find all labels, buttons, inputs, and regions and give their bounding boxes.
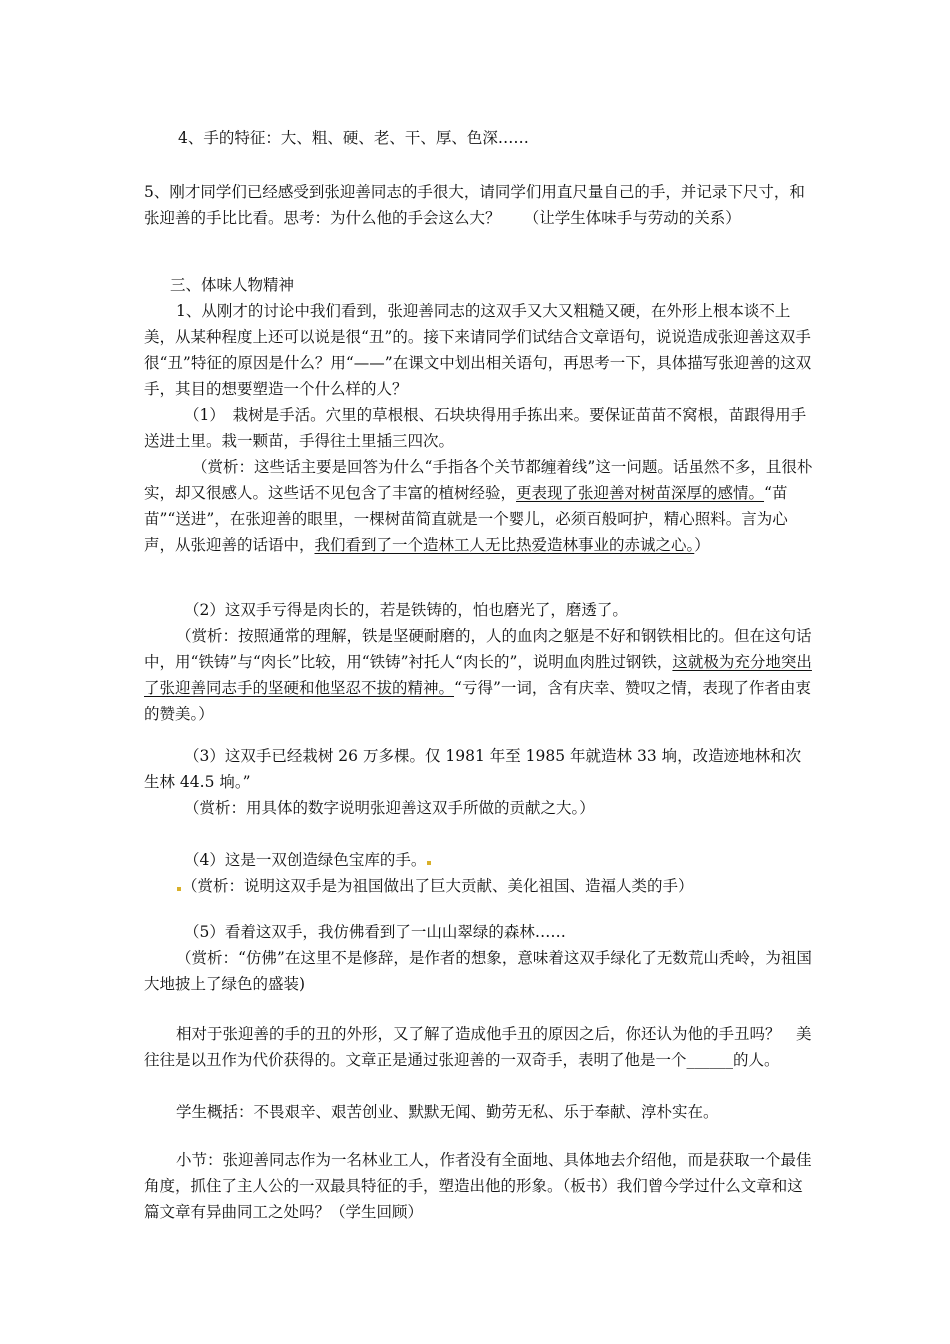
analysis-2	[144, 623, 814, 727]
analysis-2-text-2: “亏得”一词，含有庆幸、赞叹之情，表现了作者由衷的赞美。）	[144, 679, 811, 723]
analysis-2-underline: 这就极为充分地突出了张迎善同志手的坚硬和他坚忍不拔的精神。	[144, 653, 812, 697]
analysis-1-close: ）	[694, 536, 710, 554]
item-4-text: （4）这是一双创造绿色宝库的手。	[184, 851, 427, 869]
analysis-4	[176, 873, 846, 899]
point-5-measure-hand: 5、刚才同学们已经感受到张迎善同志的手很大，请同学们用直尺量自己的手，并记录下尺寸，和张迎善的手比比看。思考：为什么他的手会这么大？ （让学生体味手与劳动的关系）	[144, 183, 805, 227]
analysis-1-text: （赏析：这些话主要是回答为什么“手指各个关节都缠着线”这一问题。话虽然不多，且很朴实，却又很感人。这些话不见包含了丰富的植树经验，	[144, 458, 813, 502]
analysis-5: （赏析：“仿佛”在这里不是修辞，是作者的想象，意味着这双手绿化了无数荒山秃岭，为祖国大地披上了绿色的盛装)	[144, 949, 812, 993]
analysis-3: （赏析：用具体的数字说明张迎善这双手所做的贡献之大。）	[184, 799, 595, 817]
item-2: （2）这双手亏得是肉长的，若是铁铸的，怕也磨光了，磨透了。	[184, 601, 628, 619]
edit-mark-icon	[177, 887, 181, 891]
item-1: （1） 栽树是手活。穴里的草根根、石块块得用手拣出来。要保证苗苗不窝根，苗跟得用手送进土里。栽一颗苗，手得往土里插三四次。	[144, 406, 807, 450]
point-4-hand-features: 4、手的特征：大、粗、硬、老、干、厚、色深……	[178, 129, 529, 147]
section-summary: 小节：张迎善同志作为一名林业工人，作者没有全面地、具体地去介绍他，而是获取一个最佳角度，抓住了主人公的一双最具特征的手，塑造出他的形象。（板书）我们曾今学过什么文章和这篇文章有异曲同工之处吗？（学生回顾）	[144, 1151, 812, 1221]
edit-mark-icon	[427, 861, 431, 865]
analysis-4-text: （赏析：说明这双手是为祖国做出了巨大贡献、美化祖国、造福人类的手）	[182, 877, 694, 895]
analysis-1-underline-2: 我们看到了一个造林工人无比热爱造林事业的赤诚之心。	[314, 536, 695, 554]
question-ugly-hands: 相对于张迎善的手的丑的外形，又了解了造成他手丑的原因之后，你还认为他的手丑吗？ 美往往是以丑作为代价获得的。文章正是通过张迎善的一双奇手，表明了他是一个______的人。	[144, 1025, 812, 1069]
analysis-1-underline-1: 更表现了张迎善对树苗深厚的感情。	[516, 484, 765, 502]
section-3-title: 三、体味人物精神	[170, 276, 295, 294]
analysis-1	[144, 454, 814, 558]
analysis-2-text: （赏析：按照通常的理解，铁是坚硬耐磨的，人的血肉之躯是不好和钢铁相比的。但在这句话中，用“铁铸”与“肉长”比较，用“铁铸”衬托人“肉长的”，说明血肉胜过钢铁，	[144, 627, 812, 671]
question-1: 1、从刚才的讨论中我们看到，张迎善同志的这双手又大又粗糙又硬，在外形上根本谈不上美，从某种程度上还可以说是很“丑”的。接下来请同学们试结合文章语句，说说造成张迎善这双手很“丑”特征的原因是什么？用“——”在课文中划出相关语句，再思考一下，具体描写张迎善的这双手，其目的想要塑造一个什么样的人？	[144, 302, 812, 398]
analysis-1-text-2: “苗苗”“送进”，在张迎善的眼里，一棵树苗简直就是一个婴儿，必须百般呵护，精心照料。言为心声，从张迎善的话语中，	[144, 484, 788, 554]
item-5: （5）看着这双手，我仿佛看到了一山山翠绿的森林……	[184, 923, 566, 941]
item-4	[184, 847, 854, 873]
student-summary: 学生概括：不畏艰辛、艰苦创业、默默无闻、勤劳无私、乐于奉献、淳朴实在。	[176, 1103, 719, 1121]
item-3: （3）这双手已经栽树 26 万多棵。仅 1981 年至 1985 年就造林 33 垧，改造迹地林和次生林 44.5 垧。”	[144, 747, 802, 791]
